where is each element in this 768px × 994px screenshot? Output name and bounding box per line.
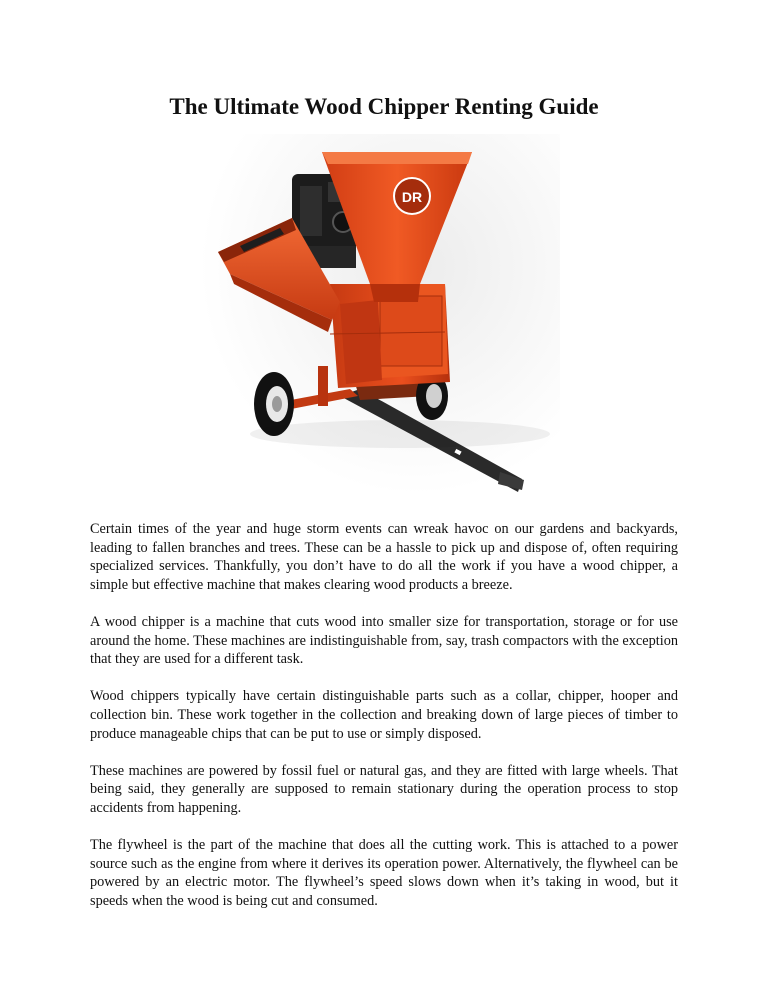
dr-logo-text: DR	[401, 189, 423, 205]
page-title: The Ultimate Wood Chipper Renting Guide	[169, 94, 599, 119]
paragraph-3: Wood chippers typically have certain distinguishable parts such as a collar, chipper, hooper and collection bin. These work together in the collection and breaking down of large pieces of timber to produce manageable chips that can be put to use or simply disposed.	[90, 688, 678, 742]
article-body	[90, 520, 678, 929]
paragraph-5: The flywheel is the part of the machine that does all the cutting work. This is attached to a power source such as the engine from where it derives its operation power. Alternatively, the flywheel can be powered by an electric motor. The flywheel’s speed slows down when it’s taking in wood, but it speeds when the wood is being cut and consumed.	[90, 837, 678, 909]
paragraph-4: These machines are powered by fossil fuel or natural gas, and they are fitted with large wheels. That being said, they generally are supposed to remain stationary during the operation process to stop accidents from happening.	[90, 762, 678, 816]
paragraph-1: Certain times of the year and huge storm events can wreak havoc on our gardens and backyards, leading to fallen branches and trees. These can be a hassle to pick up and dispose of, often requiring specialized services. Thankfully, you don’t have to do all the work if you have a wood chipper, a simple but effective machine that makes clearing wood products a breeze.	[90, 521, 678, 593]
paragraph-2: A wood chipper is a machine that cuts wood into smaller size for transportation, storage or for use around the home. These machines are indistinguishable from, say, trash compactors with the exception that they are used for a different task.	[90, 613, 678, 668]
wood-chipper-image	[200, 134, 560, 514]
